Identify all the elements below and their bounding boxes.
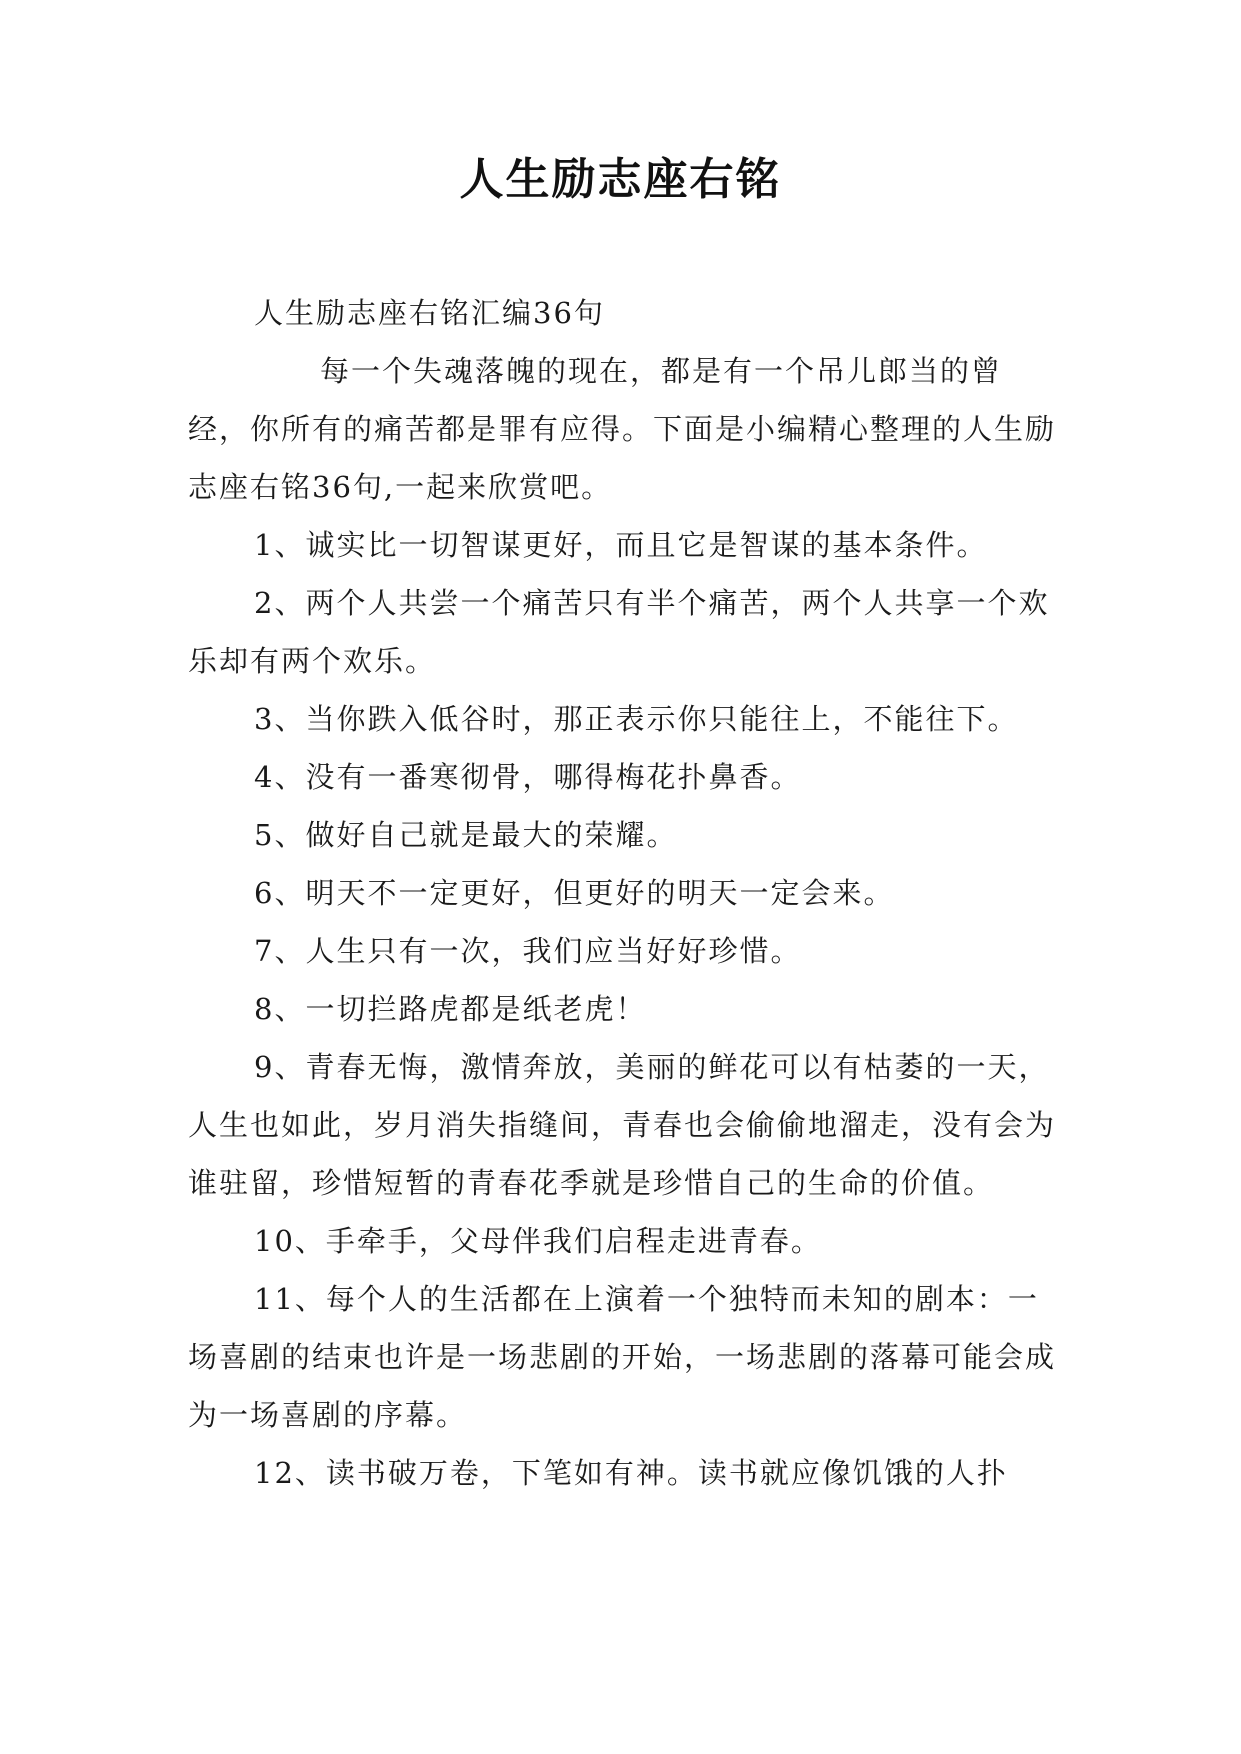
document-body [188, 284, 1060, 1502]
motto-item-3: 3、当你跌入低谷时，那正表示你只能往上，不能往下。 [254, 702, 1019, 736]
motto-item-2: 2、两个人共尝一个痛苦只有半个痛苦，两个人共享一个欢乐却有两个欢乐。 [188, 586, 1050, 678]
motto-item-9: 9、青春无悔，激情奔放，美丽的鲜花可以有枯萎的一天，人生也如此，岁月消失指缝间，青春也会偷偷地溜走，没有会为谁驻留，珍惜短暂的青春花季就是珍惜自己的生命的价值。 [188, 1050, 1057, 1200]
motto-item-6: 6、明天不一定更好，但更好的明天一定会来。 [254, 876, 895, 910]
motto-item-1: 1、诚实比一切智谋更好，而且它是智谋的基本条件。 [254, 528, 988, 562]
motto-item-8: 8、一切拦路虎都是纸老虎！ [254, 992, 647, 1026]
motto-item-10: 10、手牵手，父母伴我们启程走进青春。 [254, 1224, 822, 1258]
motto-item-12: 12、读书破万卷，下笔如有神。读书就应像饥饿的人扑 [254, 1456, 1008, 1490]
motto-item-11: 11、每个人的生活都在上演着一个独特而未知的剧本：一场喜剧的结束也许是一场悲剧的开始，一场悲剧的落幕可能会成为一场喜剧的序幕。 [188, 1282, 1057, 1432]
document-title: 人生励志座右铭 [459, 154, 782, 205]
motto-item-5: 5、做好自己就是最大的荣耀。 [254, 818, 678, 852]
motto-item-7: 7、人生只有一次，我们应当好好珍惜。 [254, 934, 802, 968]
document-subtitle: 人生励志座右铭汇编36句 [254, 296, 605, 330]
motto-item-4: 4、没有一番寒彻骨，哪得梅花扑鼻香。 [254, 760, 802, 794]
intro-paragraph: 每一个失魂落魄的现在，都是有一个吊儿郎当的曾经，你所有的痛苦都是罪有应得。下面是小编精心整理的人生励志座右铭36句,一起来欣赏吧。 [188, 354, 1057, 504]
